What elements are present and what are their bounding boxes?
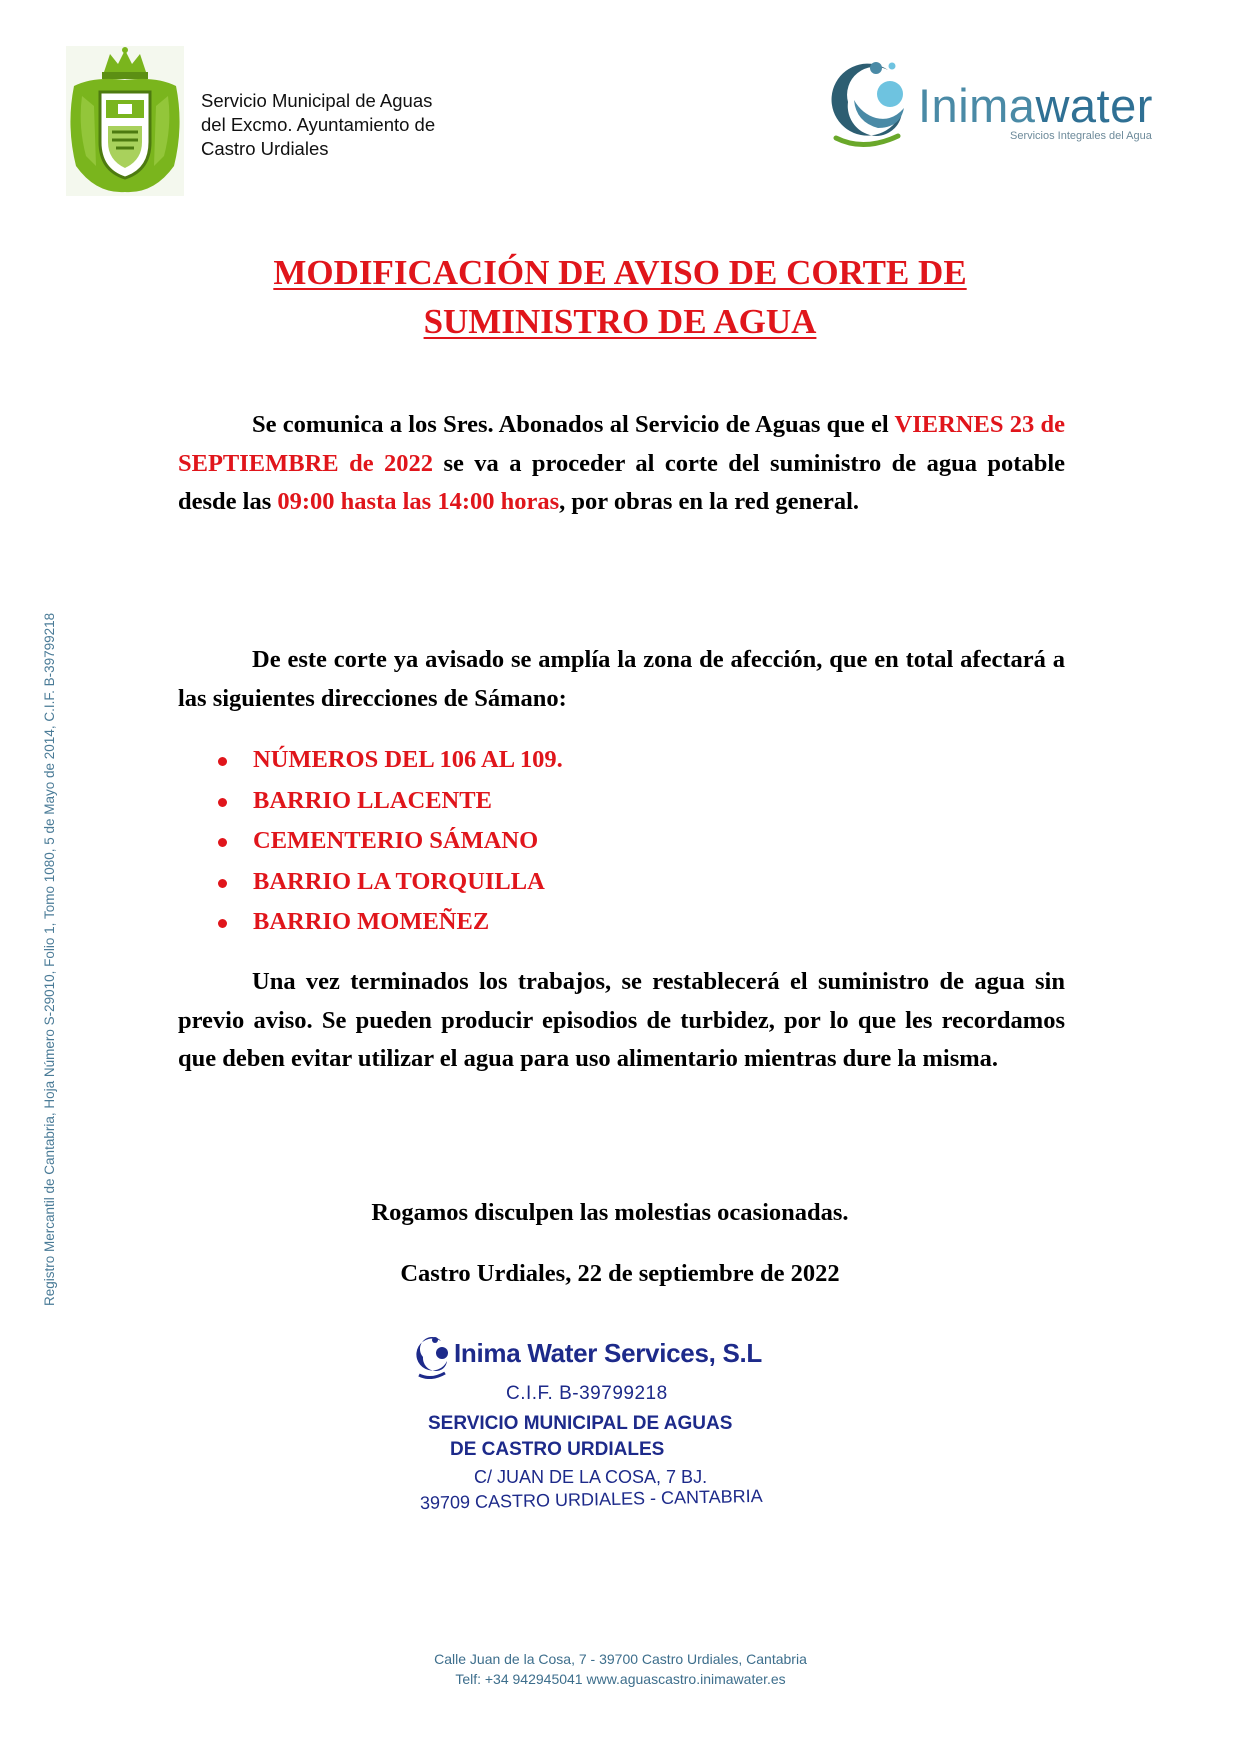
affected-addresses-list <box>215 740 563 943</box>
address-label: BARRIO MOMEÑEZ <box>253 908 490 935</box>
footer-address: Calle Juan de la Cosa, 7 - 39700 Castro Urdiales, Cantabria <box>434 1651 807 1667</box>
stamp-line-3: C/ JUAN DE LA COSA, 7 BJ. <box>474 1467 708 1487</box>
address-label: BARRIO LLACENTE <box>253 786 492 814</box>
cut-hours: 09:00 hasta las 14:00 horas <box>277 488 560 515</box>
notice-paragraph-1 <box>178 406 1065 522</box>
list-item <box>215 821 563 862</box>
brand-name-inima: Inima <box>918 79 1036 132</box>
notice-title-line-1: MODIFICACIÓN DE AVISO DE CORTE DE <box>273 253 967 292</box>
list-item <box>215 862 563 903</box>
municipal-line-2: del Excmo. Ayuntamiento de <box>201 114 436 135</box>
bullet-icon <box>218 757 227 766</box>
bullet-icon <box>218 879 227 888</box>
stamp-logo-icon <box>413 1335 451 1379</box>
p1-text-2: se va a proceder al corte del suministro de agua potable desde las <box>178 449 1065 515</box>
inimawater-drop-logo <box>818 56 910 148</box>
municipal-coat-of-arms-logo <box>66 46 184 196</box>
list-item <box>215 902 563 943</box>
footer-phone-web: Telf: +34 942945041 www.aguascastro.inimawater.es <box>455 1671 786 1687</box>
address-label: BARRIO LA TORQUILLA <box>253 867 545 895</box>
place-and-date: Castro Urdiales, 22 de septiembre de 2022 <box>400 1260 840 1287</box>
municipal-line-3: Castro Urdiales <box>201 138 329 159</box>
stamp-cif: C.I.F. B-39799218 <box>506 1383 668 1404</box>
stamp-company-name <box>454 1338 762 1369</box>
closing-apology: Rogamos disculpen las molestias ocasionadas. <box>371 1199 849 1226</box>
list-item <box>215 740 563 781</box>
company-stamp <box>410 1325 770 1515</box>
p3-text: Una vez terminados los trabajos, se restablecerá el suministro de agua sin previo aviso. Se pueden producir episodios de turbidez, por lo que les recordamos que deben evitar utilizar el agua para uso alimentario mientras dure la misma. <box>178 968 1065 1072</box>
footer-contact <box>0 1649 1241 1689</box>
bullet-icon <box>218 838 227 847</box>
registry-info: Registro Mercantil de Cantabria, Hoja Número S-29010, Folio 1, Tomo 1080, 5 de Mayo de 2014, C.I.F. B-39799218 <box>42 612 57 1306</box>
notice-paragraph-3 <box>178 963 1065 1079</box>
p2-text: De este corte ya avisado se amplía la zona de afección, que en total afectará a las siguientes direcciones de Sámano: <box>178 646 1065 712</box>
notice-title <box>180 248 1060 346</box>
address-label: CEMENTERIO SÁMANO <box>253 827 539 854</box>
notice-paragraph-2 <box>178 641 1065 718</box>
cut-date: VIERNES 23 de SEPTIEMBRE de 2022 <box>178 411 1065 477</box>
stamp-company-text: Inima Water Services, S.L <box>454 1338 763 1368</box>
bullet-icon <box>218 919 227 928</box>
stamp-line-4: 39709 CASTRO URDIALES - CANTABRIA <box>419 1485 763 1513</box>
inimawater-tagline: Servicios Integrales del Agua <box>1010 130 1152 142</box>
stamp-line-2: DE CASTRO URDIALES <box>450 1439 665 1460</box>
municipal-line-1: Servicio Municipal de Aguas <box>201 90 433 111</box>
p1-text-1: Se comunica a los Sres. Abonados al Servicio de Aguas que el <box>252 411 895 438</box>
bullet-icon <box>218 798 227 807</box>
p1-text-3: , por obras en la red general. <box>559 488 860 515</box>
notice-title-line-2: SUMINISTRO DE AGUA <box>423 302 817 341</box>
municipal-service-name <box>201 89 501 161</box>
inimawater-brand-name <box>918 80 1153 132</box>
brand-name-water: water <box>1035 79 1153 132</box>
list-item <box>215 781 563 822</box>
address-label: NÚMEROS DEL 106 AL 109. <box>253 746 563 773</box>
stamp-line-1: SERVICIO MUNICIPAL DE AGUAS <box>428 1413 733 1434</box>
